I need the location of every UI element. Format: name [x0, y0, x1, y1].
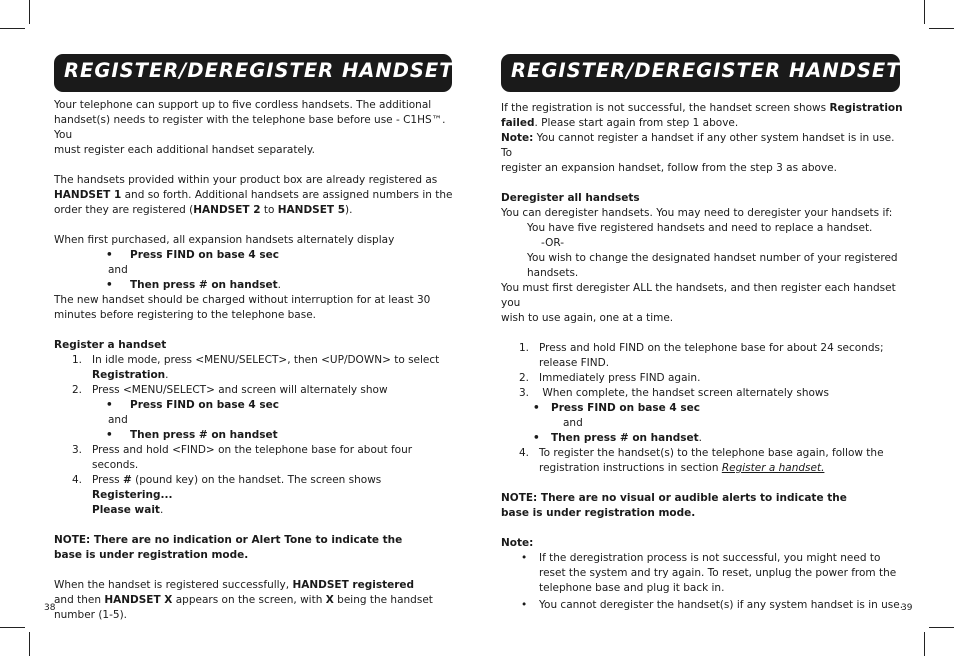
- note-text: NOTE: There are no visual or audible alerts to indicate the base is under registration mode.: [501, 492, 847, 519]
- first-purchase-text: When first purchased, all expansion handsets alternately display: [54, 234, 395, 246]
- and-text: and: [108, 414, 128, 426]
- bullet-item: • Then press # on handset: [106, 429, 278, 441]
- and-text: and: [563, 417, 583, 429]
- step-item: 4. To register the handset(s) to the telephone base again, follow the registration instructions in section Register a handset.: [519, 447, 884, 474]
- deregister-reason: You wish to change the designated handset number of your registered handsets.: [527, 252, 898, 279]
- crop-mark: [929, 627, 954, 628]
- note-text: NOTE: There are no indication or Alert Tone to indicate the base is under registration mode.: [54, 534, 403, 561]
- or-text: -OR-: [541, 237, 565, 249]
- left-page-body: [54, 98, 459, 623]
- charge-text: The new handset should be charged without interruption for at least 30 minutes before registering to the telephone base.: [54, 294, 431, 321]
- note-item: • If the deregistration process is not successful, you might need to reset the system and try again. To reset, unplug the power from the telephone base and plug it back in.: [521, 552, 897, 594]
- step-item: 3. When complete, the handset screen alternately shows: [519, 387, 829, 399]
- intro-text: Your telephone can support up to five cordless handsets. The additional handset(s) needs to register with the telephone base before use - C1HS™. You must register each additional handset separately.: [54, 99, 446, 156]
- page-number-right: 39: [901, 603, 913, 613]
- crop-mark: [0, 627, 25, 628]
- crop-mark: [924, 0, 925, 24]
- and-text: and: [108, 264, 128, 276]
- provided-text: The handsets provided within your product box are already registered as HANDSET 1 and so forth. Additional handsets are assigned numbers in the order they are registered (HANDSET 2 to HANDSET 5).: [54, 174, 453, 216]
- page-number-left: 38: [44, 603, 56, 613]
- crop-mark: [929, 28, 954, 29]
- bullet-item: • Then press # on handset.: [533, 432, 702, 444]
- left-title-banner: [54, 54, 469, 92]
- note-heading: Note:: [501, 537, 534, 549]
- bullet-item: • Press FIND on base 4 sec: [533, 402, 700, 414]
- left-page-title: REGISTER/DEREGISTER HANDSETS: [64, 59, 469, 82]
- step-item: 3. Press and hold <FIND> on the telephone base for about four seconds.: [72, 444, 413, 471]
- fail-text: If the registration is not successful, the handset screen shows Registration failed. Please start again from step 1 above. Note: You cannot register a handset if any other system handset is in use. To register an expansion handset, follow from the step 3 as above.: [501, 102, 903, 174]
- step-item: 4. Press # (pound key) on the handset. The screen shows Registering... Please wait.: [72, 474, 382, 516]
- success-text: When the handset is registered successfully, HANDSET registered and then HANDSET X appears on the screen, with X being the handset number (1-5).: [54, 579, 433, 621]
- right-page-title: REGISTER/DEREGISTER HANDSETS: [511, 59, 916, 82]
- step-item: 1. Press and hold FIND on the telephone base for about 24 seconds; release FIND.: [519, 342, 884, 369]
- step-item: 2. Press <MENU/SELECT> and screen will alternately show: [72, 384, 388, 396]
- deregister-reason: You have five registered handsets and need to replace a handset.: [527, 222, 873, 234]
- right-page-body: [501, 101, 906, 613]
- deregister-intro: You can deregister handsets. You may need to deregister your handsets if:: [501, 207, 893, 219]
- bullet-item: • Press FIND on base 4 sec: [106, 249, 279, 261]
- step-item: 2. Immediately press FIND again.: [519, 372, 701, 384]
- crop-mark: [924, 632, 925, 656]
- deregister-heading: Deregister all handsets: [501, 192, 640, 204]
- bullet-item: • Then press # on handset.: [106, 279, 281, 291]
- right-title-banner: [501, 54, 916, 92]
- crop-mark: [29, 0, 30, 24]
- crop-mark: [29, 632, 30, 656]
- bullet-item: • Press FIND on base 4 sec: [106, 399, 279, 411]
- crop-mark: [0, 28, 25, 29]
- step-item: 1. In idle mode, press <MENU/SELECT>, then <UP/DOWN> to select Registration.: [72, 354, 440, 381]
- must-text: You must first deregister ALL the handsets, and then register each handset you wish to use again, one at a time.: [501, 282, 896, 324]
- register-handset-link[interactable]: Register a handset.: [721, 462, 825, 474]
- note-item: • You cannot deregister the handset(s) if any system handset is in use.: [521, 599, 904, 611]
- register-heading: Register a handset: [54, 339, 167, 351]
